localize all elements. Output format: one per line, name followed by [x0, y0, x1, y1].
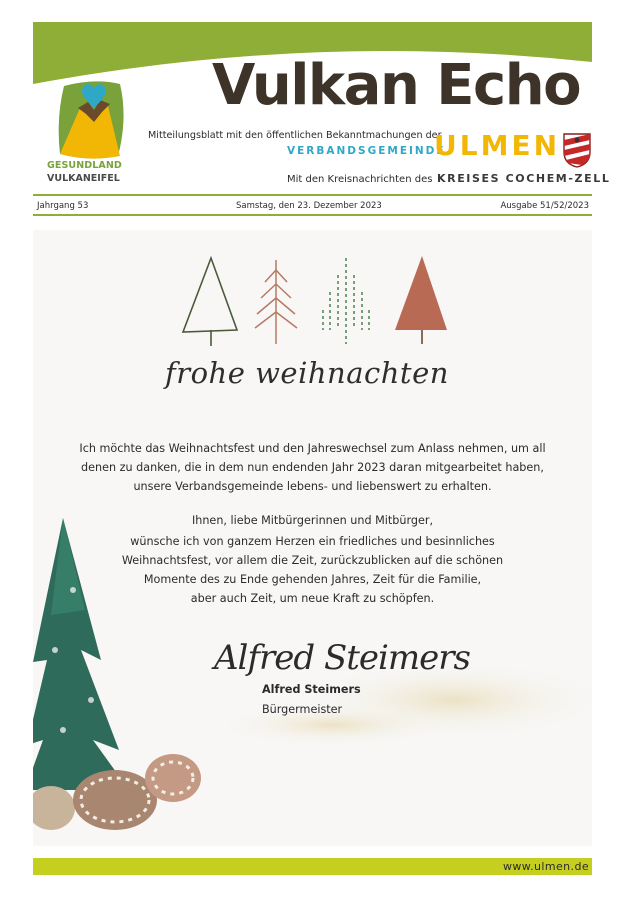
tree-branches-icon: [255, 260, 297, 344]
message-line: denen zu danken, die in dem nun endenden Jahr 2023 daran mitgearbeitet haben,: [81, 461, 544, 474]
edition-label: Ausgabe 51/52/2023: [500, 201, 589, 211]
footer-website-link[interactable]: www.ulmen.de: [502, 860, 589, 873]
message-line: unsere Verbandsgemeinde lebens- und liebenswert zu erhalten.: [133, 480, 492, 493]
town-name: ULMEN: [434, 129, 561, 162]
message-line: Ich möchte das Weihnachtsfest und den Jahreswechsel zum Anlass nehmen, um all: [79, 442, 546, 455]
message-line: aber auch Zeit, um neue Kraft zu schöpfen.: [190, 592, 435, 605]
message-line: wünsche ich von ganzem Herzen ein friedliches und besinnliches: [130, 535, 495, 548]
signer-role: Bürgermeister: [262, 703, 343, 716]
header-divider-top: [33, 194, 592, 196]
message-line: Ihnen, liebe Mitbürgerinnen und Mitbürger,: [191, 514, 434, 527]
message-line: Weihnachtsfest, vor allem die Zeit, zurückzublicken auf die schönen: [121, 554, 504, 567]
tree-outline-icon: [183, 258, 237, 346]
brand-line-1: GESUNDLAND: [47, 160, 122, 171]
masthead-subtitle: Mitteilungsblatt mit den öffentlichen Bekanntmachungen der: [148, 130, 442, 141]
volume-label: Jahrgang 53: [37, 201, 89, 211]
tree-dashed-icon: [323, 258, 369, 344]
masthead-title: Vulkan Echo: [212, 53, 581, 118]
issue-date: Samstag, den 23. Dezember 2023: [236, 201, 382, 211]
gesundland-logo: [50, 78, 140, 188]
signer-name: Alfred Steimers: [262, 683, 361, 696]
greeting-heading: frohe weihnachten: [165, 356, 449, 390]
verbandsgemeinde-label: VERBANDSGEMEINDE: [287, 145, 446, 157]
coat-of-arms-icon: [562, 132, 592, 168]
brand-line-2: VULKANEIFEL: [47, 173, 120, 184]
kreis-prefix: Mit den Kreisnachrichten des: [287, 174, 433, 185]
handwritten-signature: Alfred Steimers: [214, 638, 470, 678]
header-divider-bottom: [33, 214, 592, 216]
kreis-name: KREISES COCHEM-ZELL: [437, 172, 611, 185]
tree-filled-icon: [395, 256, 447, 344]
message-line: Momente des zu Ende gehenden Jahres, Zeit für die Familie,: [143, 573, 482, 586]
